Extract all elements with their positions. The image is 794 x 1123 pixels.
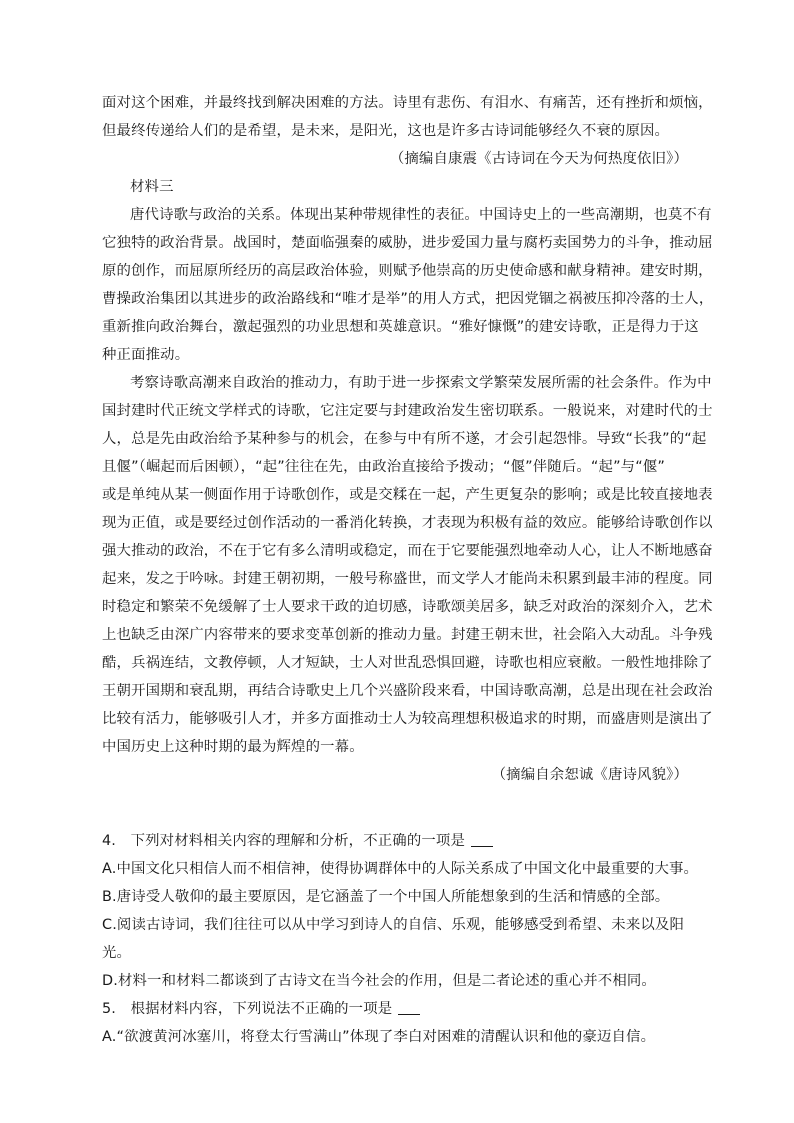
text-line: 唐代诗歌与政治的关系。体现出某种带规律性的表征。中国诗史上的一些高潮期，也莫不有	[130, 207, 712, 223]
text-line: 种正面推动。	[102, 347, 190, 363]
text-line: 但最终传递给人们的是希望，是未来，是阳光，这也是许多古诗词能够经久不衰的原因。	[102, 123, 670, 139]
option-a: A.中国文化只相信人而不相信神，使得协调群体中的人际关系成了中国文化中最重要的大事。	[102, 861, 699, 877]
option-b: B.唐诗受人敬仰的最主要原因，是它涵盖了一个中国人所能想象到的生活和情感的全部。	[102, 889, 670, 905]
text-line: 重新推向政治舞台，激起强烈的功业思想和英雄意识。“雅好慷慨”的建安诗歌，正是得力于这	[102, 319, 699, 335]
text-line: 酷，兵祸连结，文教停顿，人才短缺，士人对世乱恐惧回避，诗歌也相应衰敝。一般性地排除了	[102, 655, 713, 671]
text-line: 王朝开国期和衰乱期，再结合诗歌史上几个兴盛阶段来看，中国诗歌高潮，总是出现在社会政治	[102, 683, 713, 699]
question-stem	[102, 997, 702, 1021]
text-line: 曹操政治集团以其进步的政治路线和“唯才是举”的用人方式，把因党锢之祸被压抑冷落的士人，	[102, 291, 714, 307]
option-a: A.“欲渡黄河冰塞川，将登太行雪满山”体现了李白对困难的清醒认识和他的豪迈自信。	[102, 1029, 656, 1045]
text-line: 比较有活力，能够吸引人才，并多方面推动士人为较高理想积极追求的时期，而盛唐则是演出了	[102, 711, 713, 727]
answer-blank	[471, 832, 493, 847]
text-line: 时稳定和繁荣不免缓解了士人要求干政的迫切感，诗歌颂美居多，缺乏对政治的深刻介入，艺术	[102, 599, 713, 615]
option-d: D.材料一和材料二都谈到了古诗文在当今社会的作用，但是二者论述的重心并不相同。	[102, 973, 656, 989]
question-stem	[102, 829, 702, 853]
section-heading: 材料三	[130, 179, 174, 195]
answer-blank	[398, 1000, 420, 1015]
question-5-stem: 5. 根据材料内容，下列说法不正确的一项是	[102, 1001, 393, 1017]
text-line: 或是单纯从某一侧面作用于诗歌创作，或是交糅在一起，产生更复杂的影响；或是比较直接地表	[102, 487, 713, 503]
text-line: 中国历史上这种时期的最为辉煌的一幕。	[102, 739, 364, 755]
text-line: 现为正值，或是要经过创作活动的一番消化转换，才表现为积极有益的效应。能够给诗歌创作以	[102, 515, 713, 531]
text-line: 且偃”（崛起而后困顿），“起”往往在先，由政治直接给予拨动；“偃”伴随后。“起”与“偃”	[102, 459, 665, 475]
text-line: 面对这个困难，并最终找到解决困难的方法。诗里有悲伤、有泪水、有痛苦，还有挫折和烦恼，	[102, 95, 713, 111]
source-citation: （摘编自康震《古诗词在今天为何热度依旧》）	[389, 151, 688, 167]
text-line: 国封建时代正统文学样式的诗歌，它注定要与封建政治发生密切联系。一般说来，对建时代的士	[102, 403, 713, 419]
text-line: 它独特的政治背景。战国时，楚面临强秦的威胁，进步爱国力量与腐朽卖国势力的斗争，推动屈	[102, 235, 713, 251]
text-line: 考察诗歌高潮来自政治的推动力，有助于进一步探索文学繁荣发展所需的社会条件。作为中	[130, 375, 712, 391]
question-4-stem: 4. 下列对材料相关内容的理解和分析，不正确的一项是	[102, 833, 466, 849]
text-line: 人，总是先由政治给予某种参与的机会，在参与中有所不遂，才会引起怨悱。导致“长我”的“起	[102, 431, 707, 447]
text-line: 原的创作，而屈原所经历的高层政治体验，则赋予他崇高的历史使命感和献身精神。建安时期，	[102, 263, 713, 279]
text-line: 起来，发之于吟咏。封建王朝初期，一般号称盛世，而文学人才能尚未积累到最丰沛的程度。同	[102, 571, 713, 587]
option-c: C.阅读古诗词，我们往往可以从中学习到诗人的自信、乐观，能够感受到希望、未来以及阳	[102, 917, 685, 933]
option-c-continued: 光。	[102, 945, 132, 961]
source-citation: （摘编自余恕诚《唐诗风貌》）	[491, 767, 688, 783]
text-line: 强大推动的政治，不在于它有多么清明或稳定，而在于它要能强烈地牵动人心，让人不断地感奋	[102, 543, 713, 559]
text-line: 上也缺乏由深广内容带来的要求变革创新的推动力量。封建王朝末世，社会陷入大动乱。斗争残	[102, 627, 713, 643]
